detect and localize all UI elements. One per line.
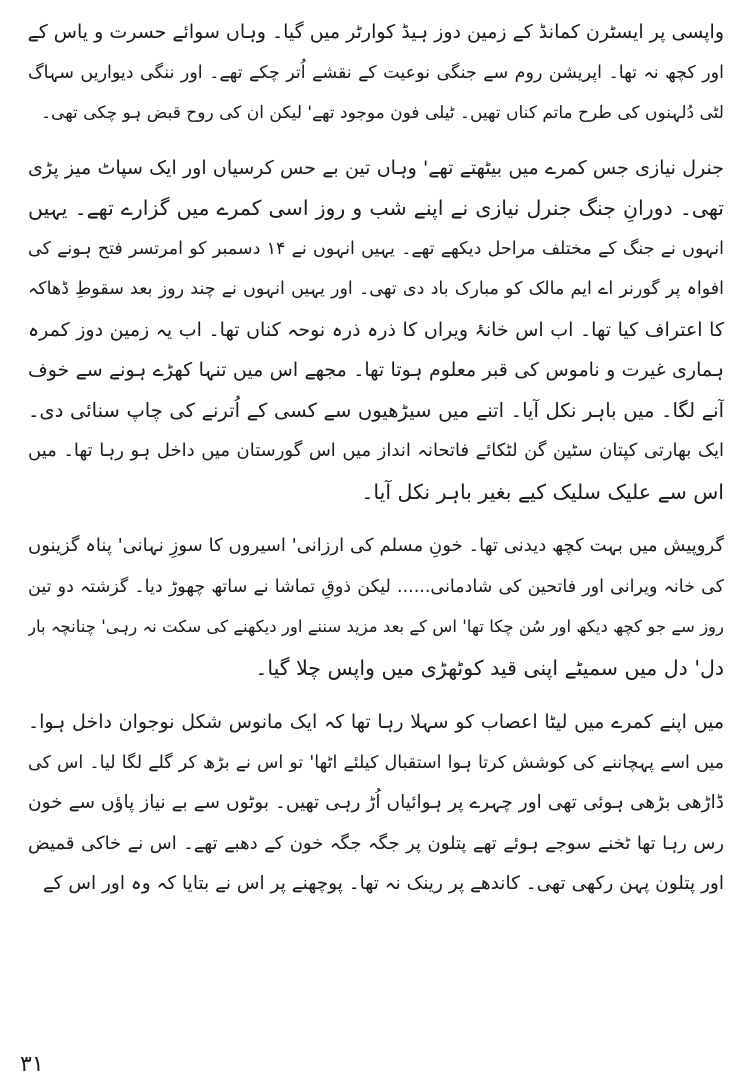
text-line: تھی۔ دورانِ جنگ جنرل نیازی نے اپنے شب و روز اسی کمرے میں گزارے تھے۔ یہیں xyxy=(28,196,724,220)
text-line: اور کچھ نہ تھا۔ اپریشن روم سے جنگی نوعیت کے نقشے اُتر چکے تھے۔ اور ننگی دیواریں سہاگ xyxy=(28,62,724,83)
text-line: لٹی دُلہنوں کی طرح ماتم کناں تھیں۔ ٹیلی فون موجود تھے' لیکن ان کی روح قبض ہو چکی تھی۔ xyxy=(41,103,724,123)
text-line: ہماری غیرت و ناموس کی قبر معلوم ہوتا تھا۔ مجھے اس میں تنہا کھڑے ہونے سے خوف xyxy=(28,359,724,381)
page-number: ۳۱ xyxy=(20,1052,44,1077)
paragraph xyxy=(28,148,724,513)
text-line: میں اپنے کمرے میں لیٹا اعصاب کو سہلا رہا تھا کہ ایک مانوس شکل نوجوان داخل ہوا۔ xyxy=(28,711,724,733)
paragraph xyxy=(28,12,724,134)
paragraph xyxy=(28,526,724,688)
text-line: گروپیش میں بہت کچھ دیدنی تھا۔ خونِ مسلم کی ارزانی' اسیروں کا سوزِ نہانی' پناہ گزینوں xyxy=(28,535,724,556)
page-body-text xyxy=(28,12,724,905)
text-line: کی خانہ ویرانی اور فاتحین کی شادمانی...... لیکن ذوقِ تماشا نے ساتھ چھوڑ دیا۔ گزشتہ دو تین xyxy=(28,576,724,597)
text-line: آنے لگا۔ میں باہر نکل آیا۔ اتنے میں سیڑھیوں سے کسی کے اُترنے کی چاپ سنائی دی۔ xyxy=(28,398,724,422)
text-line: میں اسے پہچاننے کی کوشش کرتا ہوا استقبال کیلئے اٹھا' تو اس نے بڑھ کر گلے لگا لیا۔ اس کی xyxy=(28,752,724,773)
text-line: ڈاڑھی بڑھی ہوئی تھی اور چہرے پر ہوائیاں اُڑ رہی تھیں۔ بوٹوں سے بے نیاز پاؤں سے خون xyxy=(28,792,724,813)
text-line: واپسی پر ایسٹرن کمانڈ کے زمین دوز ہیڈ کوارٹر میں گیا۔ وہاں سوائے حسرت و یاس کے xyxy=(28,21,724,43)
text-line: رس رہا تھا ٹخنے سوجے ہوئے تھے پتلون پر جگہ جگہ خون کے دھبے تھے۔ اس نے خاکی قمیض xyxy=(28,832,724,854)
paragraph xyxy=(28,702,724,905)
text-line: انہوں نے جنگ کے مختلف مراحل دیکھے تھے۔ یہیں انہوں نے ۱۴ دسمبر کو امرتسر فتح ہونے کی xyxy=(28,238,724,259)
text-line: دل' دل میں سمیٹے اپنی قید کوٹھڑی میں واپس چلا گیا۔ xyxy=(255,655,724,680)
text-line: کا اعتراف کیا تھا۔ اب اس خانۂ ویراں کا ذرہ ذرہ نوحہ کناں تھا۔ اب یہ زمین دوز کمرہ xyxy=(28,318,724,341)
text-line: اور پتلون پہن رکھی تھی۔ کاندھے پر رینک نہ تھا۔ پوچھنے پر اس نے بتایا کہ وہ اور اس کے xyxy=(42,873,724,894)
text-line: روز سے جو کچھ دیکھ اور سُن چکا تھا' اس کے بعد مزید سننے اور دیکھنے کی سکت نہ رہی' چنانچہ بار xyxy=(28,617,724,636)
text-line: افواہ پر گورنر اے ایم مالک کو مبارک باد دی تھی۔ اور یہیں انہوں نے چند روز بعد سقوطِ ڈھاکہ xyxy=(28,279,724,299)
text-line: اس سے علیک سلیک کیے بغیر باہر نکل آیا۔ xyxy=(361,479,724,504)
text-line: جنرل نیازی جس کمرے میں بیٹھتے تھے' وہاں تین بے حس کرسیاں اور ایک سپاٹ میز پڑی xyxy=(28,156,724,179)
text-line: ایک بھارتی کپتان سٹین گن لٹکائے فاتحانہ انداز میں اس گورستان میں داخل ہو رہا تھا۔ میں xyxy=(28,440,724,461)
